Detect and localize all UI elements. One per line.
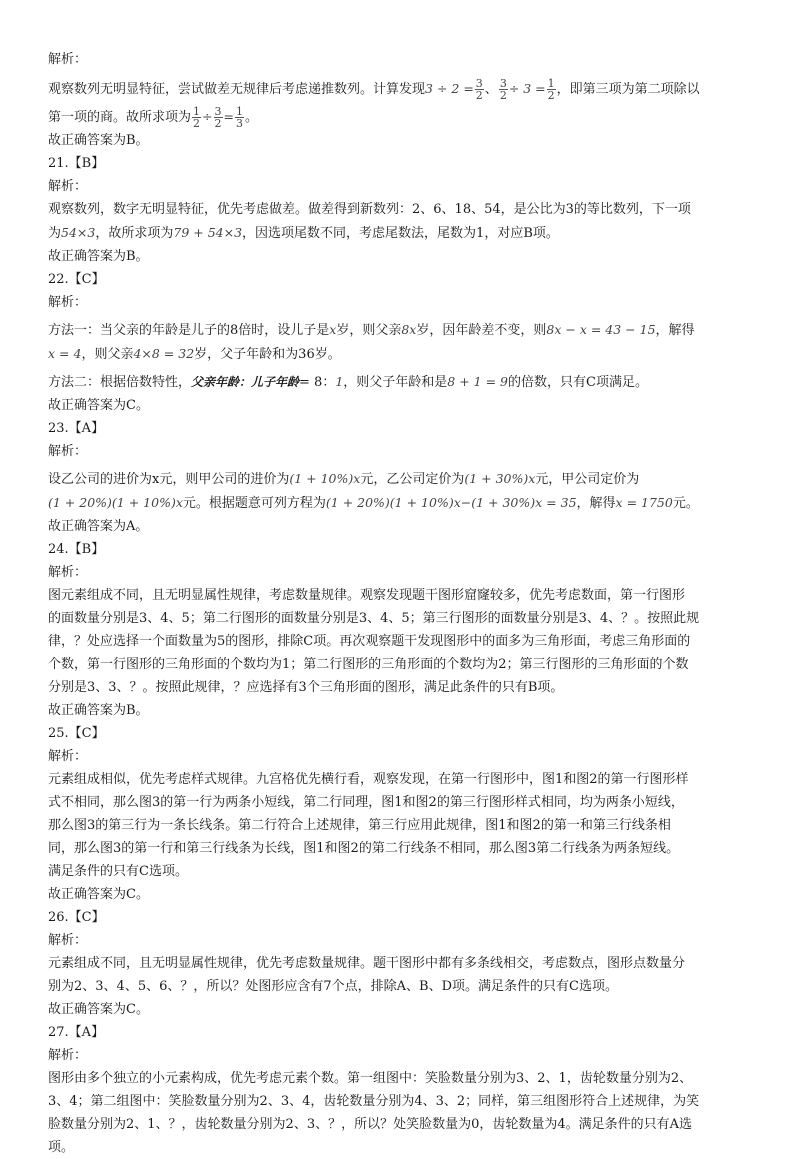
paragraph-line: 图元素组成不同，且无明显属性规律，考虑数量规律。观察发现题干图形窟窿较多，优先考虑数面，第一行图形 — [48, 588, 686, 603]
paragraph-line: 别为2、3、4、5、6、？，所以？处图形应含有7个点，排除A、B、D项。满足条件的只有C选项。 — [48, 979, 618, 994]
q22-method-2 — [48, 370, 768, 394]
formula: 1 — [335, 374, 344, 389]
formula: (1 + 10%)x — [289, 471, 361, 486]
formula: x = 1750 — [615, 495, 673, 510]
analysis-label: 解析： — [48, 179, 88, 194]
q22-method-1 — [48, 318, 768, 342]
paragraph-line: 个数，第一行图形的三角形面的个数均为1；第二行图形的三角形面的个数均为2；第三行图形的三角形面的个数 — [48, 657, 689, 672]
paragraph-line: 元素组成相似，优先考虑样式规律。九宫格优先横行看，观察发现，在第一行图形中，图1和图2的第一行图形样 — [48, 772, 689, 787]
text: ，则父子年龄和是 — [343, 375, 448, 390]
formula: (1 + 20%)(1 + 10%)x−(1 + 30%)x = 35 — [325, 495, 577, 510]
analysis-label: 解析： — [48, 933, 88, 948]
answer-line: 故正确答案为B。 — [48, 133, 149, 148]
text: 、 — [484, 82, 498, 97]
analysis-label: 解析： — [48, 1048, 88, 1063]
q20-para-1 — [48, 77, 768, 101]
answer-line: 故正确答案为C。 — [48, 398, 149, 413]
paragraph-line: 式不相同，那么图3的第一行为两条小短线，第二行同理，图1和图2的第三行图形样式相同，均为两条小短线， — [48, 795, 684, 810]
analysis-label: 解析： — [48, 444, 88, 459]
text: ，因选项尾数不同，考虑尾数法，尾数为1，对应B项。 — [242, 226, 559, 241]
formula: (1 + 30%)x — [464, 471, 536, 486]
formula: x = 4 — [48, 346, 82, 361]
text: ，解得 — [576, 496, 616, 511]
handwritten-label: 父亲年龄：儿子年龄 — [191, 375, 300, 389]
paragraph-line: 图形由多个独立的小元素构成，优先考虑元素个数。第一组图中：笑脸数量分别为3、2、1，齿轮数量分别为2、 — [48, 1071, 693, 1086]
paragraph-line: 分别是3、3、？。按照此规律，？应选择有3个三角形面的图形，满足此条件的只有B项。 — [48, 680, 564, 695]
text: 观察数列无明显特征，尝试做差无规律后考虑递推数列。计算发现 — [48, 82, 426, 97]
text: 岁，则父亲 — [336, 323, 402, 338]
paragraph-line: 同，那么图3的第一行和第三行线条为长线，图1和图2的第二行线条不相同，那么图3第二行线条为两条短线。 — [48, 841, 680, 856]
q23-para-2 — [48, 491, 768, 515]
text: 元。根据题意可列方程为 — [182, 496, 326, 511]
analysis-label: 解析： — [48, 295, 88, 310]
question-heading: 23.【A】 — [48, 421, 105, 436]
question-heading: 27.【A】 — [48, 1025, 105, 1040]
q23-para-1 — [48, 467, 768, 491]
formula: (1 + 20%)(1 + 10%)x — [48, 495, 183, 510]
text: 岁，父子年龄和为36岁。 — [194, 347, 341, 362]
formula: 8x − x = 43 − 15 — [546, 322, 656, 337]
formula: = — [223, 109, 234, 124]
question-heading: 24.【B】 — [48, 542, 105, 557]
paragraph-line: 3、4；第二组图中：笑脸数量分别为2、3、4，齿轮数量分别为4、3、2；同样，第三组图形符合上述规律，为笑 — [48, 1094, 700, 1109]
q20-para-2 — [48, 105, 768, 129]
text: 第一项的商。故所求项为 — [48, 110, 192, 125]
text: 方法二：根据倍数特性， — [48, 375, 192, 390]
formula: 8x — [401, 322, 417, 337]
text: 岁，因年龄差不变，则 — [416, 323, 547, 338]
text: ，即第三项为第二项除以 — [556, 82, 700, 97]
question-heading: 25.【C】 — [48, 726, 105, 741]
paragraph-line: 那么图3的第三行为一条长线条。第二行符合上述规律，第三行应用此规律，图1和图2的第一和第三行线条相 — [48, 818, 671, 833]
formula: 4×8 = 32 — [133, 346, 195, 361]
fraction: $\frac{3}{2}$ — [499, 77, 507, 102]
text: ，故所求项为 — [95, 226, 174, 241]
answer-line: 故正确答案为C。 — [48, 1002, 149, 1017]
text: 设乙公司的进价为x元，则甲公司的进价为 — [48, 472, 290, 487]
answer-line: 故正确答案为C。 — [48, 887, 149, 902]
fraction: $\frac{1}{2}$ — [547, 77, 555, 102]
formula: ÷ 3 = — [508, 81, 546, 96]
formula: 54×3 — [61, 225, 96, 240]
answer-line: 故正确答案为B。 — [48, 249, 149, 264]
question-heading: 21.【B】 — [48, 156, 105, 171]
text: = 8： — [299, 375, 336, 390]
text: ，解得 — [655, 323, 695, 338]
fraction: $\frac{3}{2}$ — [214, 105, 222, 130]
paragraph-line: 满足条件的只有C选项。 — [48, 864, 188, 879]
formula: ÷ — [202, 109, 213, 124]
fraction: $\frac{1}{2}$ — [193, 105, 201, 130]
analysis-label: 解析： — [48, 749, 88, 764]
question-heading: 22.【C】 — [48, 272, 105, 287]
paragraph-line: 元素组成不同，且无明显属性规律，优先考虑数量规律。题干图形中都有多条线相交，考虑数点，图形点数量分 — [48, 956, 686, 971]
text: ，则父亲 — [81, 347, 134, 362]
text: 元，乙公司定价为 — [360, 472, 465, 487]
paragraph-line: 的面数量分别是3、4、5；第二行图形的面数量分别是3、4、5；第三行图形的面数量分别是3、4、？。按照此规 — [48, 611, 700, 626]
fraction: $\frac{3}{2}$ — [475, 77, 483, 102]
text: 的倍数，只有C项满足。 — [508, 375, 648, 390]
paragraph-line: 律，？处应选择一个面数量为5的图形，排除C项。再次观察题干发现图形中的面多为三角形面，考虑三角形面的 — [48, 634, 691, 649]
answer-explanation-page — [48, 48, 768, 1159]
q21-para-1: 观察数列，数字无明显特征，优先考虑做差。做差得到新数列：2、6、18、54，是公比为3的等比数列，下一项 — [48, 202, 691, 217]
formula: 8 + 1 = 9 — [447, 374, 508, 389]
formula: 79 + 54×3 — [173, 225, 243, 240]
text: 元，甲公司定价为 — [535, 472, 640, 487]
text: 方法一：当父亲的年龄是儿子的8倍时，设儿子是 — [48, 323, 330, 338]
paragraph-line: 项。 — [48, 1140, 75, 1155]
text: 为 — [48, 226, 62, 241]
answer-line: 故正确答案为B。 — [48, 703, 149, 718]
analysis-label: 解析： — [48, 565, 88, 580]
paragraph-line: 脸数量分别为2、1、？，齿轮数量分别为2、3、？，所以？处笑脸数量为0，齿轮数量为4。满足条件的只有A选 — [48, 1117, 693, 1132]
fraction: $\frac{1}{3}$ — [235, 105, 243, 130]
answer-line: 故正确答案为A。 — [48, 519, 149, 534]
analysis-label: 解析： — [48, 52, 88, 67]
q21-para-2 — [48, 221, 768, 245]
q22-method-1-cont — [48, 342, 768, 366]
text: 。 — [244, 110, 258, 125]
text: 元。 — [672, 496, 699, 511]
question-heading: 26.【C】 — [48, 910, 105, 925]
formula: 3 ÷ 2 = — [425, 81, 474, 96]
formula: x — [329, 322, 337, 337]
